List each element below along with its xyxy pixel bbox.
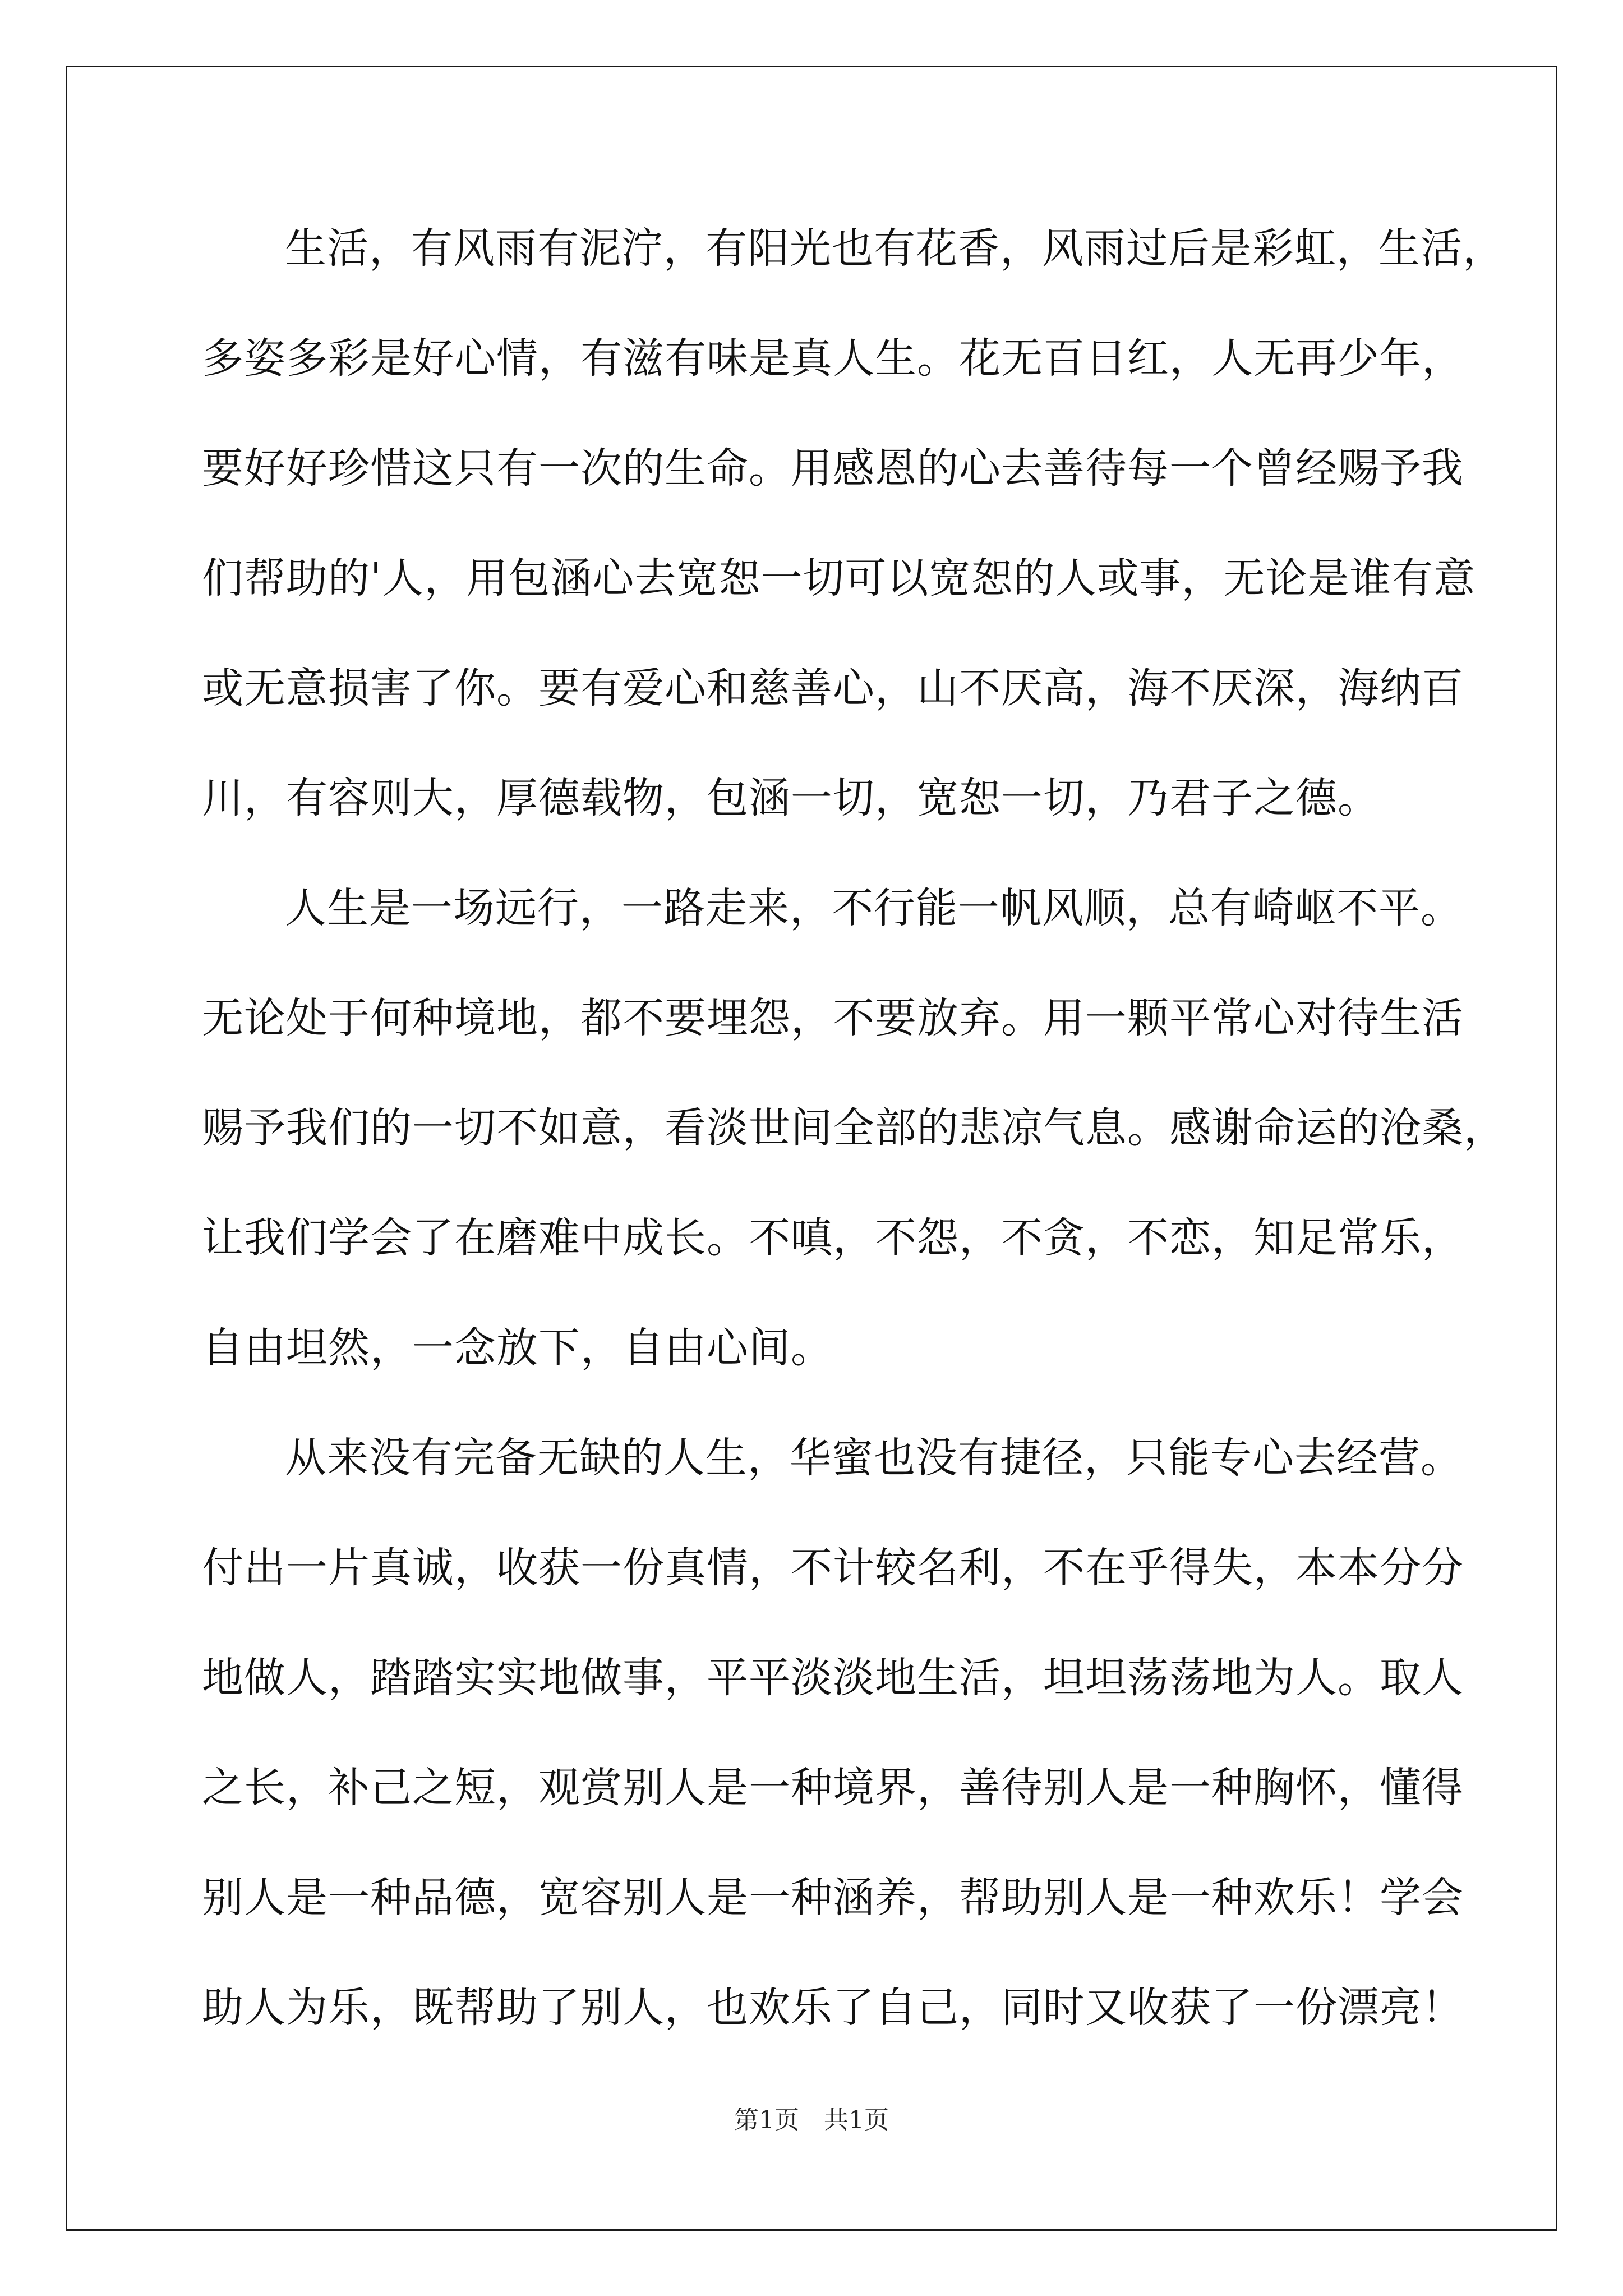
document-body [202, 224, 1506, 2093]
paragraph-2-line-4: 让我们学会了在磨难中成长。不嗔，不怨，不贪，不恋，知足常乐， [202, 1214, 1464, 1262]
paragraph-1-line-2: 多姿多彩是好心情，有滋有味是真人生。花无百日红，人无再少年， [202, 334, 1464, 383]
paragraph-3-line-6: 助人为乐，既帮助了别人，也欢乐了自己，同时又收获了一份漂亮！ [202, 1984, 1464, 2032]
page-number-total: 共1页 [824, 2106, 889, 2134]
page-footer [0, 2104, 1623, 2137]
page-number-current: 第1页 [734, 2106, 799, 2134]
paragraph-3-line-5: 别人是一种品德，宽容别人是一种涵养，帮助别人是一种欢乐！学会 [202, 1874, 1464, 1922]
paragraph-2-line-5: 自由坦然，一念放下，自由心间。 [202, 1324, 833, 1372]
paragraph-1-line-1: 生活，有风雨有泥泞，有阳光也有花香，风雨过后是彩虹，生活， [285, 224, 1505, 273]
paragraph-1-line-6: 川，有容则大，厚德载物，包涵一切，宽恕一切，乃君子之德。 [202, 774, 1380, 822]
paragraph-1-line-3: 要好好珍惜这只有一次的生命。用感恩的心去善待每一个曾经赐予我 [202, 444, 1464, 493]
paragraph-3-line-2: 付出一片真诚，收获一份真情，不计较名利，不在乎得失，本本分分 [202, 1544, 1464, 1592]
paragraph-2-line-2: 无论处于何种境地，都不要埋怨，不要放弃。用一颗平常心对待生活 [202, 994, 1464, 1042]
paragraph-3-line-4: 之长，补己之短，观赏别人是一种境界，善待别人是一种胸怀，懂得 [202, 1764, 1464, 1812]
paragraph-3-line-3: 地做人，踏踏实实地做事，平平淡淡地生活，坦坦荡荡地为人。取人 [202, 1654, 1464, 1702]
paragraph-1-line-5: 或无意损害了你。要有爱心和慈善心，山不厌高，海不厌深，海纳百 [202, 664, 1464, 712]
paragraph-3-line-1: 从来没有完备无缺的人生，华蜜也没有捷径，只能专心去经营。 [285, 1434, 1463, 1482]
paragraph-2-line-1: 人生是一场远行，一路走来，不行能一帆风顺，总有崎岖不平。 [285, 884, 1463, 932]
paragraph-2-line-3: 赐予我们的一切不如意，看淡世间全部的悲凉气息。感谢命运的沧桑， [202, 1104, 1506, 1152]
paragraph-1-line-4: 们帮助的'人，用包涵心去宽恕一切可以宽恕的人或事，无论是谁有意 [202, 554, 1476, 602]
